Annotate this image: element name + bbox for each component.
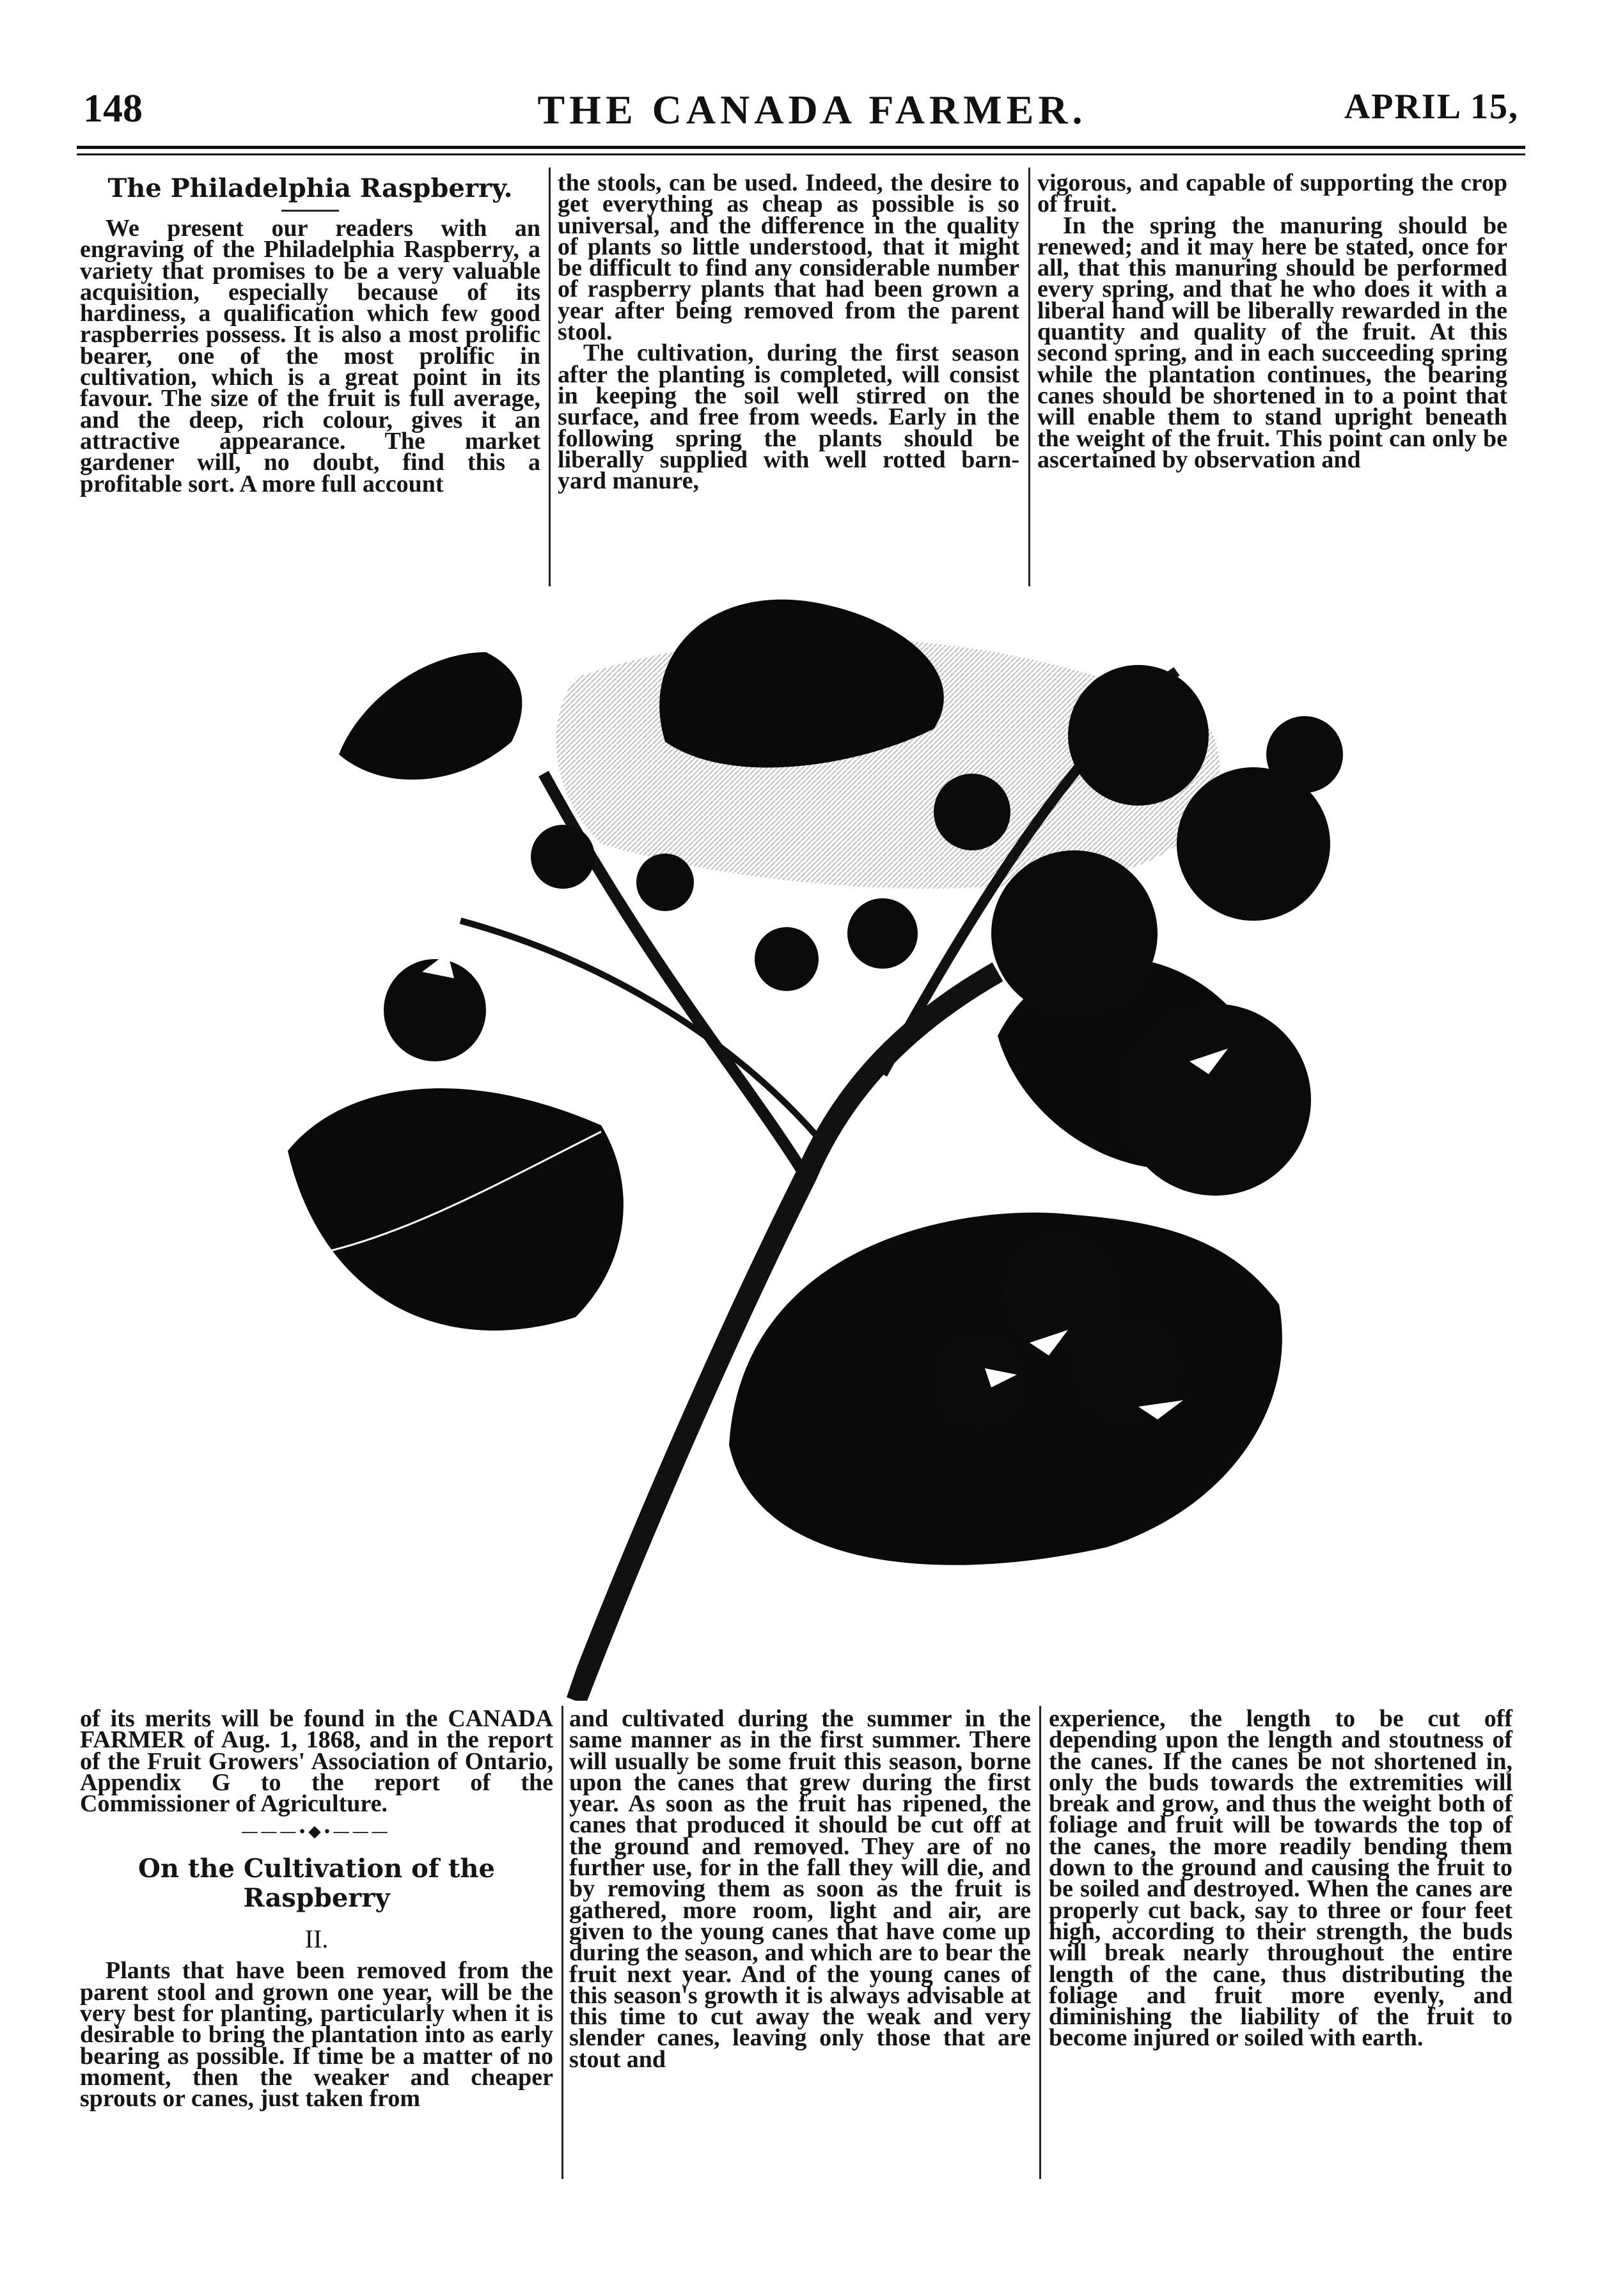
raspberry-engraving-illustration xyxy=(243,575,1407,1701)
section-ornament: ———•◆•——— xyxy=(242,1824,391,1841)
column-2-top xyxy=(558,169,1019,495)
issue-date: APRIL 15, xyxy=(1344,87,1519,127)
header-rule-bottom xyxy=(77,153,1525,155)
article-paragraph: and cultivated during the summer in the same manner as in the first summer. There will usually be some fruit this season, borne upon the canes that grew during the first year. As soon as the fruit has ripened, the canes that produced it should be cut off at the ground and removed. They are of no further use, for in the fall they will die, and by removing them as soon as the fruit is gathered, more room, light and air, are given to the young canes that have come up during the season, and which are to bear the fruit next year. And of the young canes of this season's growth it is always advisable at this time to cut away the weak and very slender canes, leaving only those that are stout and xyxy=(569,1705,1031,2073)
article-heading: On the Cultivation of the Raspberry xyxy=(138,1854,495,1914)
heading-rule xyxy=(281,210,339,212)
column-3-bottom xyxy=(1049,1705,1512,2052)
column-1-top xyxy=(80,174,540,495)
article-paragraph: of its merits will be found in the CANADA FARMER of Aug. 1, 1868, and in the report of the Fruit Growers' Association of Ontario, Appendix G to the report of the Commissioner of Agriculture. xyxy=(80,1705,553,1818)
column-3-top xyxy=(1037,169,1507,473)
header-rule-top xyxy=(77,146,1525,149)
article-paragraph: vigorous, and capable of supporting the crop of fruit. xyxy=(1037,169,1507,218)
article-paragraph: In the spring the manuring should be renewed; and it may here be stated, once for all, that this manuring should be performed every spring, and that he who does it with a liberal hand will be liberally rewarded in the quantity and quality of the fruit. At this second spring, and in each succeeding spring while the plantation continues, the bearing canes should be shortened in to a point that will enable them to stand upright beneath the weight of the fruit. This point can only be ascertained by observation and xyxy=(1037,212,1507,473)
article-paragraph: We present our readers with an engraving of the Philadelphia Raspberry, a variety that promises to be a very valuable acquisition, especially because of its hardiness, a qualification which few good raspberries possess. It is also a most prolific bearer, one of the most prolific in cultivation, which is a great point in its favour. The size of the fruit is full average, and the deep, rich colour, gives it an attractive appearance. The market gardener will, no doubt, find this a profitable sort. A more full account xyxy=(80,215,540,497)
column-2-bottom xyxy=(569,1705,1031,2073)
column-divider xyxy=(549,168,551,586)
column-1-bottom xyxy=(80,1705,553,2112)
page-number: 148 xyxy=(83,87,143,130)
article-paragraph: Plants that have been removed from the parent stool and grown one year, will be the very best for planting, particularly when it is desirable to bring the plantation into as early bearing as possible. If time be a matter of no moment, then the weaker and cheaper sprouts or canes, just taken from xyxy=(80,1957,553,2112)
article-paragraph: The cultivation, during the first season after the planting is completed, will consist in keeping the soil well stirred on the surface, and free from weeds. Early in the following spring the plants should be liberally supplied with well rotted barn-yard manure, xyxy=(558,340,1019,495)
section-numeral: II. xyxy=(304,1925,329,1954)
column-divider xyxy=(1039,1706,1041,2179)
column-divider xyxy=(1028,168,1030,586)
article-paragraph: the stools, can be used. Indeed, the desire to get everything as cheap as possible is so universal, and the difference in the quality of plants so little understood, that it might be difficult to find any considerable number of raspberry plants that had been grown a year after being removed from the parent stool. xyxy=(558,169,1019,346)
article-heading: The Philadelphia Raspberry. xyxy=(107,173,513,203)
masthead-title: THE CANADA FARMER. xyxy=(537,87,1087,132)
column-divider xyxy=(561,1706,563,2179)
article-paragraph: experience, the length to be cut off depending upon the length and stoutness of the canes. If the canes be not shortened in, only the buds towards the extremities will break and grow, and thus the weight both of foliage and fruit will be towards the top of the canes, the more readily bending them down to the ground and causing the fruit to be soiled and destroyed. When the canes are properly cut back, say to three or four feet high, according to their strength, the buds will break nearly throughout the entire length of the cane, thus distributing the foliage and fruit more evenly, and diminishing the liability of the fruit to become injured or soiled with earth. xyxy=(1049,1705,1512,2052)
